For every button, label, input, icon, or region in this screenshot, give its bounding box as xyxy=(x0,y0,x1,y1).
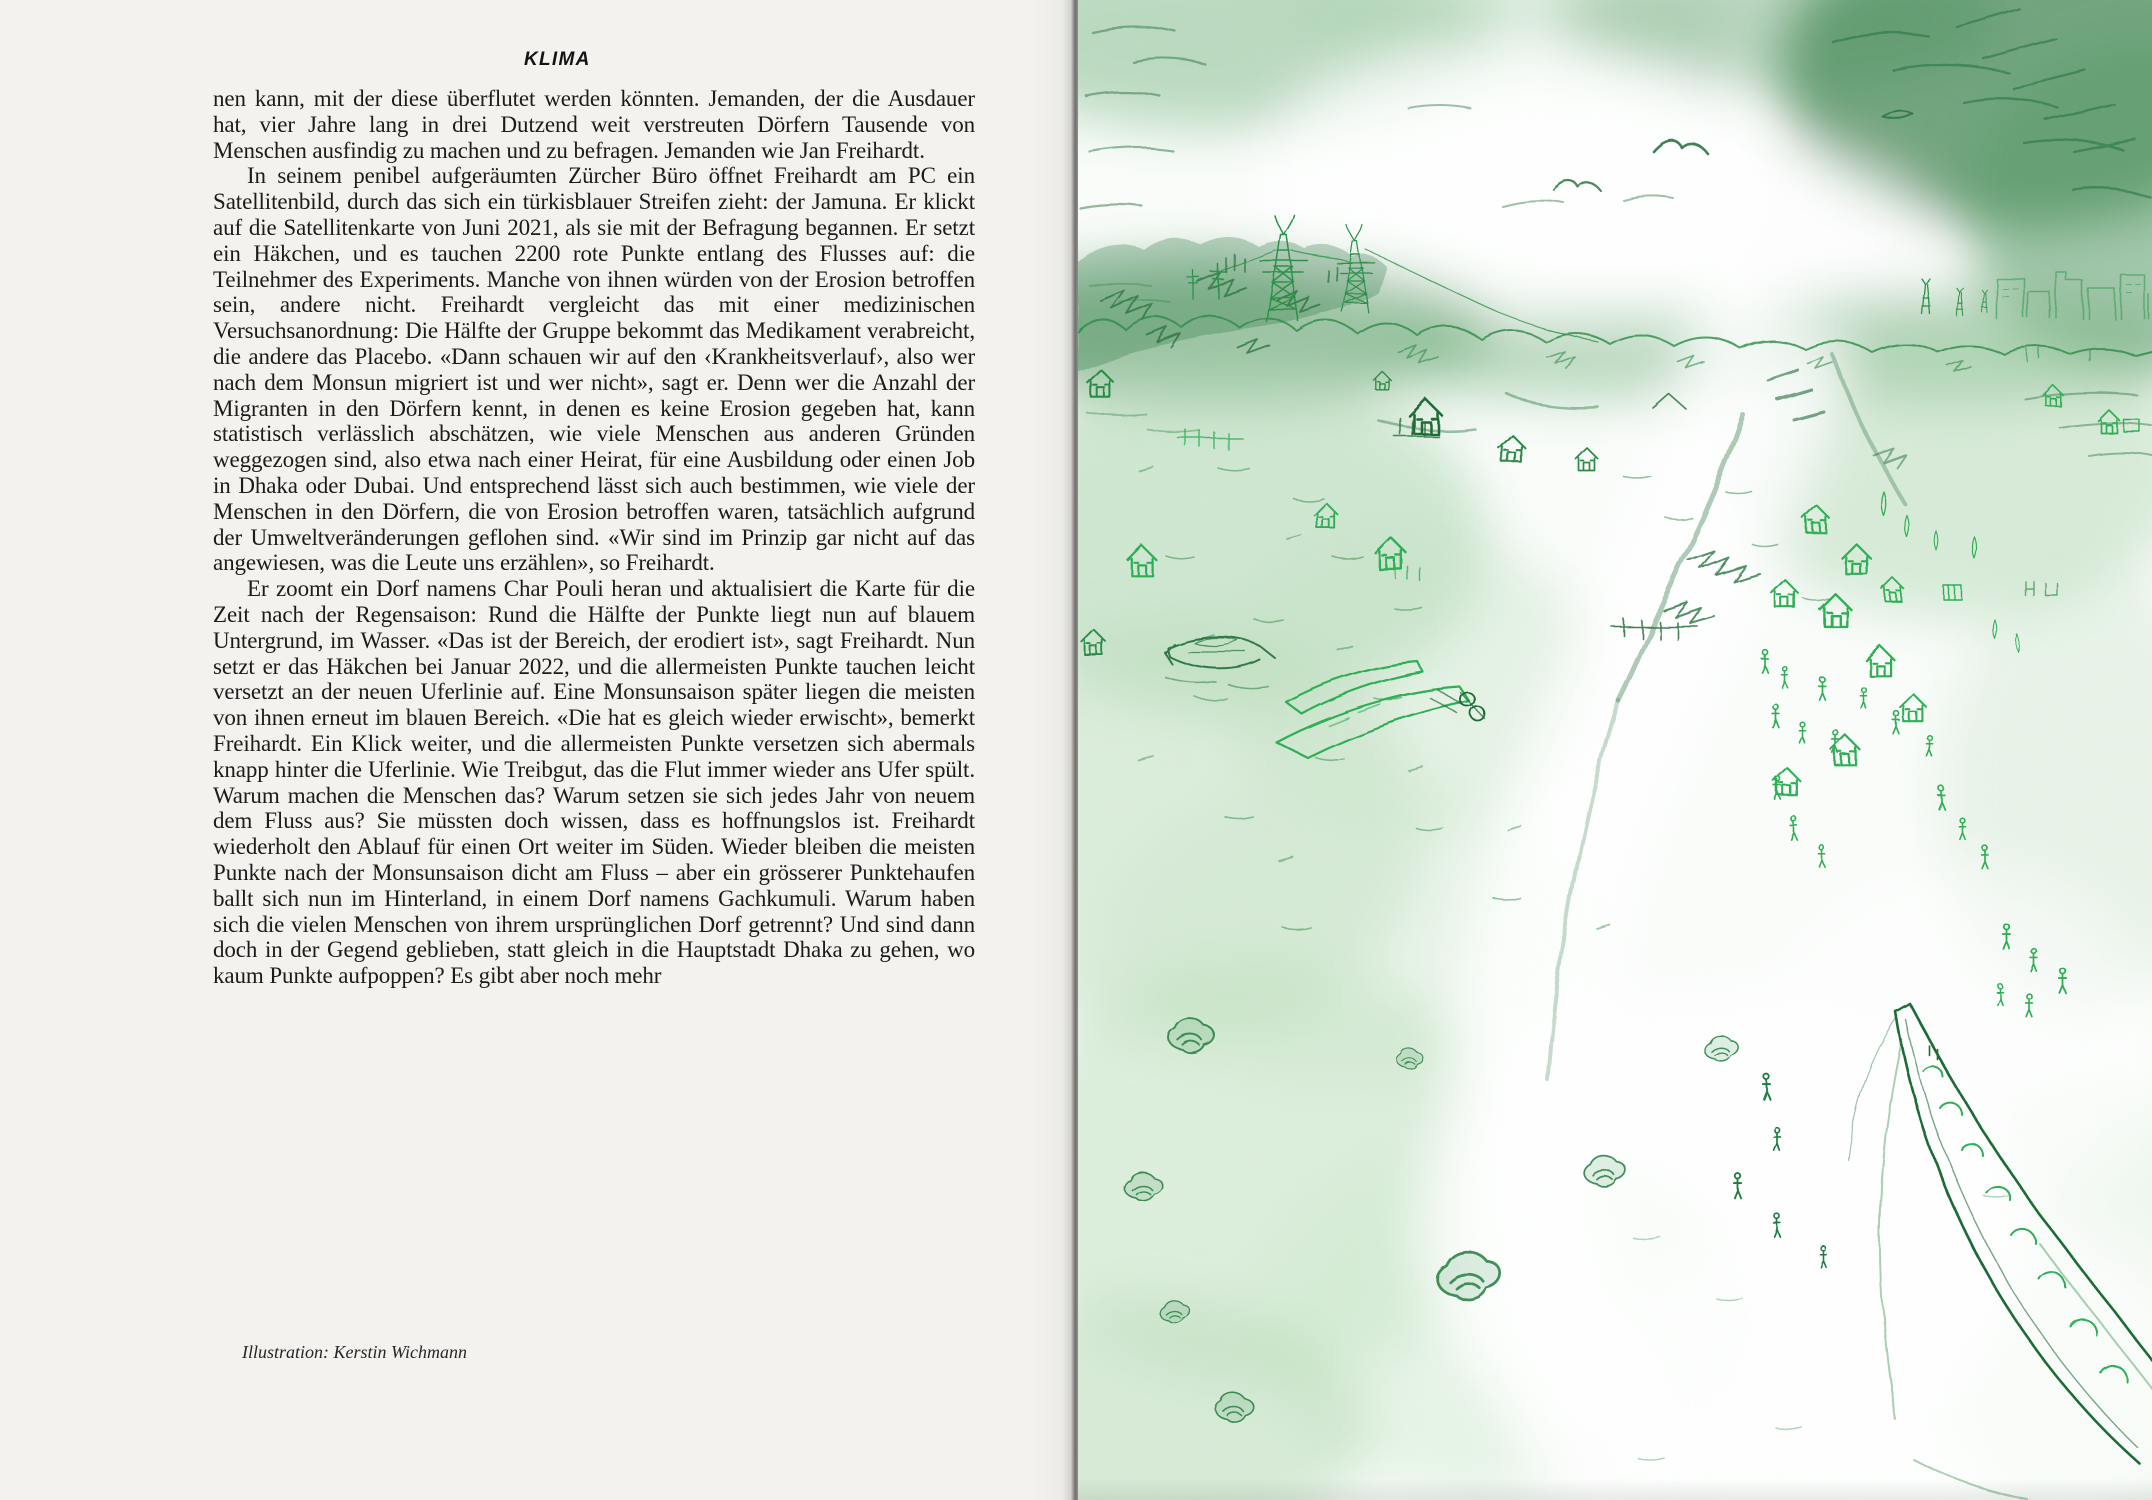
illustration-page xyxy=(1078,0,2152,1500)
paragraph: nen kann, mit der diese überflutet werden könnten. Jemanden, der die Ausdauer hat, vier Jahre lang in drei Dutzend weit verstreuten Dörfern Tausende von Menschen ausfindig zu machen und zu befragen. Jemanden wie Jan Freihardt. xyxy=(213,86,975,163)
section-kicker: KLIMA xyxy=(524,49,591,70)
river-illustration xyxy=(1078,0,2152,1500)
paper-grain xyxy=(1078,0,2152,1500)
page-spine-gap xyxy=(1062,0,1078,1500)
illustration-credit: Illustration: Kerstin Wichmann xyxy=(242,1342,467,1362)
article-text xyxy=(213,86,975,989)
paragraph: Er zoomt ein Dorf namens Char Pouli heran und aktualisiert die Karte für die Zeit nach der Regensaison: Rund die Hälfte der Punkte liegt nun auf blauem Untergrund, im Wasser. «Das ist der Bereich, der erodiert ist», sagt Freihardt. Nun setzt er das Häkchen bei Januar 2022, und die allermeisten Punkte tauchen leicht versetzt an der neuen Uferlinie auf. Eine Monsunsaison später liegen die meisten von ihnen erneut im blauen Bereich. «Die hat es gleich wieder erwischt», bemerkt Freihardt. Ein Klick weiter, und die allermeisten Punkte versetzen sich abermals knapp hinter die Uferlinie. Wie Treibgut, das die Flut immer wieder ans Ufer spült. Warum machen die Menschen das? Warum setzen sie sich jedes Jahr von neuem dem Fluss aus? Sie müssten doch wissen, dass es hoffnungslos ist. Freihardt wiederholt den Ablauf für einen Ort weiter im Süden. Wieder bleiben die meisten Punkte nach der Monsunsaison dicht am Fluss – aber ein grösserer Punktehaufen ballt sich nun im Hinterland, in einem Dorf namens Gachkumuli. Warum haben sich die vielen Menschen von ihrem ursprünglichen Dorf getrennt? Und sind dann doch in der Gegend geblieben, statt gleich in die Hauptstadt Dhaka zu gehen, wo kaum Punkte aufpoppen? Es gibt aber noch mehr xyxy=(213,576,975,989)
paragraph: In seinem penibel aufgeräumten Zürcher Büro öffnet Freihardt am PC ein Satellitenbild, durch das sich ein türkisblauer Streifen zieht: der Jamuna. Er klickt auf die Satellitenkarte von Juni 2021, als sie mit der Befragung begannen. Er setzt ein Häkchen, und es tauchen 2200 rote Punkte entlang des Flusses auf: die Teilnehmer des Experiments. Manche von ihnen würden von der Erosion betroffen sein, andere nicht. Freihardt vergleicht das mit einer medizinischen Versuchsanordnung: Die Hälfte der Gruppe bekommt das Medikament verabreicht, die andere das Placebo. «Dann schauen wir auf den ‹Krankheitsverlauf›, also wer nach dem Monsun migriert ist und wer nicht», sagt er. Denn wer die Anzahl der Migranten in den Dörfern kennt, in denen es keine Erosion gegeben hat, kann statistisch verlässlich abschätzen, wie viele Menschen aus anderen Gründen weggezogen sind, also etwa nach einer Heirat, für eine Ausbildung oder einen Job in Dhaka oder Dubai. Und entsprechend lässt sich auch bestimmen, wie viele der Menschen in den Dörfern, die von Erosion betroffen waren, tatsächlich aufgrund der Umweltveränderungen geflohen sind. «Wir sind im Prinzip gar nicht auf das angewiesen, was die Leute uns erzählen», so Freihardt. xyxy=(213,163,975,576)
